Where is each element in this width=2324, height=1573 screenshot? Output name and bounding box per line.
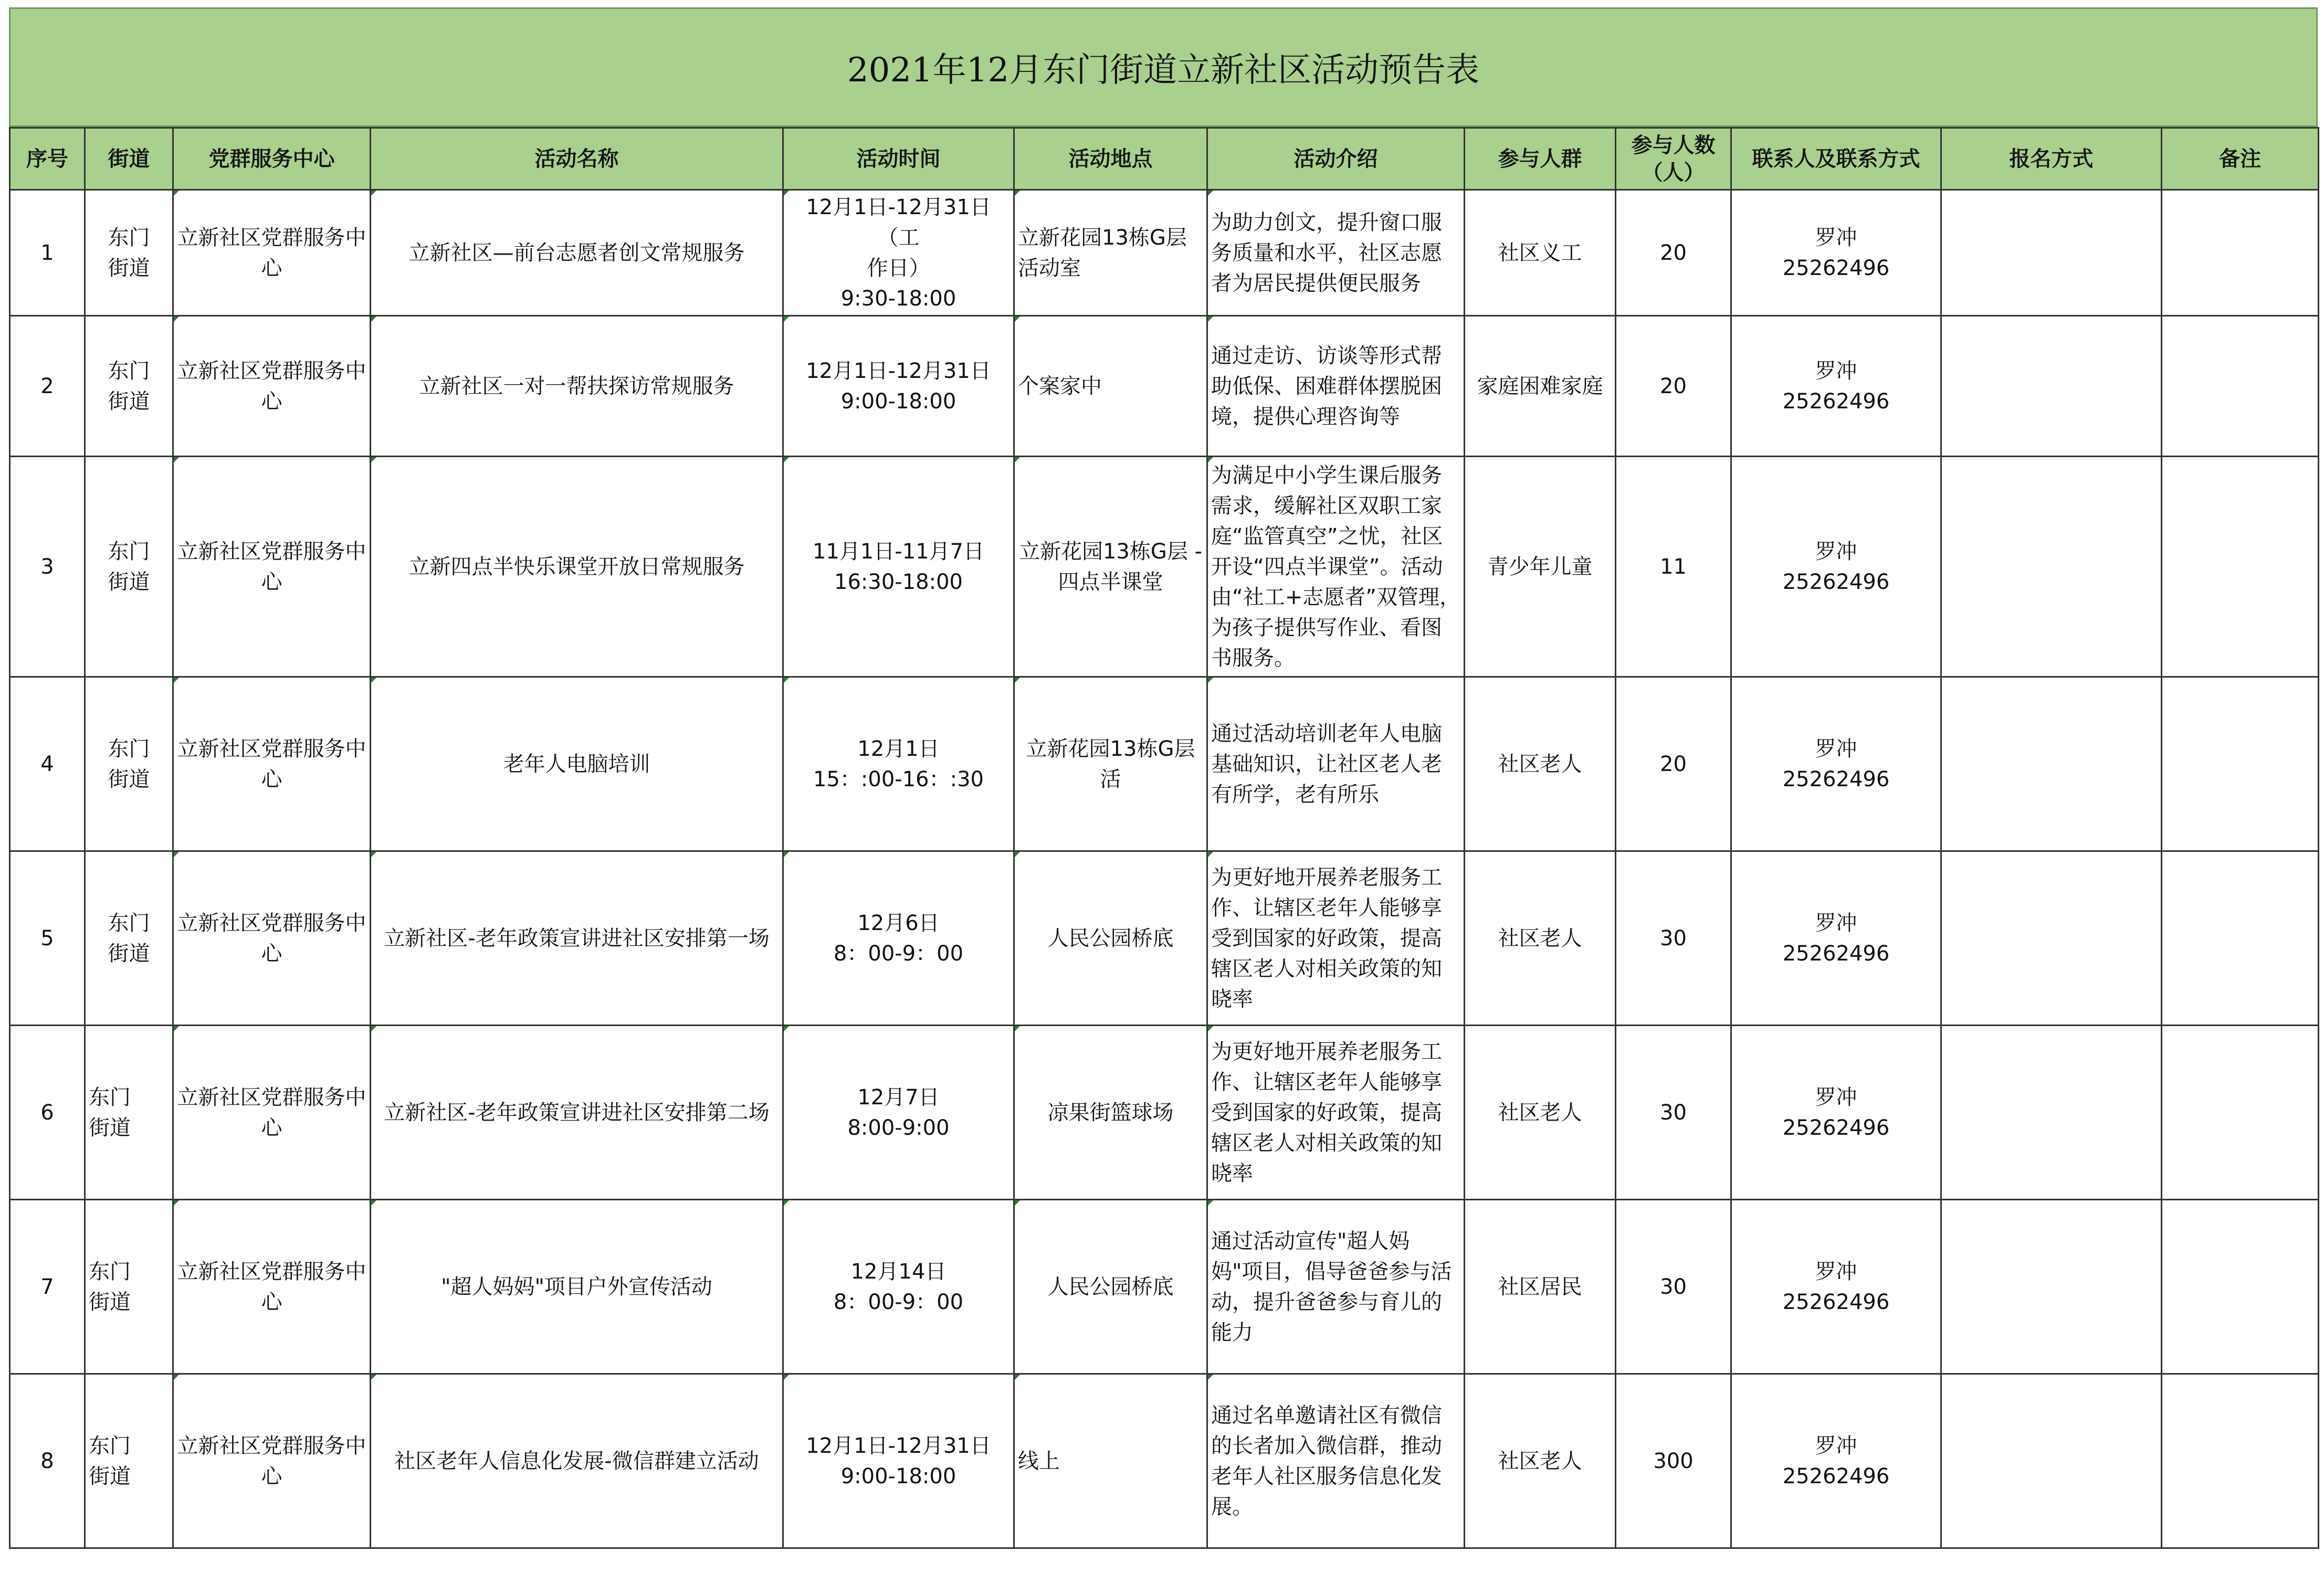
- remarks-cell[interactable]: [2162, 190, 2319, 316]
- contact-cell[interactable]: 罗冲 25262496: [1731, 851, 1941, 1026]
- row-number-cell[interactable]: 1: [10, 190, 85, 316]
- participant-group-cell[interactable]: 家庭困难家庭: [1465, 316, 1616, 457]
- service-center-cell[interactable]: 立新社区党群服务中 心: [173, 1374, 371, 1548]
- activity-name-cell[interactable]: 立新四点半快乐课堂开放日常规服务: [371, 457, 783, 677]
- activity-time-cell[interactable]: 11月1日-11月7日 16:30-18:00: [783, 457, 1014, 677]
- header-row: [10, 128, 2319, 190]
- header-cell[interactable]: 报名方式: [1941, 128, 2162, 190]
- remarks-cell[interactable]: [2162, 1026, 2319, 1200]
- header-cell[interactable]: 活动名称: [371, 128, 783, 190]
- activity-place-cell[interactable]: 立新花园13栋G层 活动室: [1014, 190, 1207, 316]
- participant-group-cell[interactable]: 社区老人: [1465, 1026, 1616, 1200]
- street-cell[interactable]: 东门 街道: [85, 851, 173, 1026]
- contact-cell[interactable]: 罗冲 25262496: [1731, 1026, 1941, 1200]
- participant-count-cell[interactable]: 30: [1616, 851, 1731, 1026]
- activity-name-cell[interactable]: 立新社区—前台志愿者创文常规服务: [371, 190, 783, 316]
- remarks-cell[interactable]: [2162, 1200, 2319, 1374]
- participant-count-cell[interactable]: 11: [1616, 457, 1731, 677]
- header-cell[interactable]: 街道: [85, 128, 173, 190]
- participant-count-cell[interactable]: 300: [1616, 1374, 1731, 1548]
- activity-place-cell[interactable]: 立新花园13栋G层活: [1014, 677, 1207, 851]
- activity-place-cell[interactable]: 立新花园13栋G层 - 四点半课堂: [1014, 457, 1207, 677]
- header-cell[interactable]: 序号: [10, 128, 85, 190]
- participant-count-cell[interactable]: 20: [1616, 316, 1731, 457]
- row-number-cell[interactable]: 5: [10, 851, 85, 1026]
- signup-method-cell[interactable]: [1941, 457, 2162, 677]
- activity-intro-cell[interactable]: 通过活动培训老年人电脑基础知识，让社区老人老有所学，老有所乐: [1207, 677, 1465, 851]
- activity-time-cell[interactable]: 12月1日-12月31日（工 作日） 9:30-18:00: [783, 190, 1014, 316]
- contact-cell[interactable]: 罗冲 25262496: [1731, 1200, 1941, 1374]
- title-bar: [9, 7, 2318, 127]
- row-number-cell[interactable]: 4: [10, 677, 85, 851]
- activity-time-cell[interactable]: 12月1日 15：:00-16：:30: [783, 677, 1014, 851]
- activity-intro-cell[interactable]: 通过活动宣传"超人妈妈"项目，倡导爸爸参与活动，提升爸爸参与育儿的能力: [1207, 1200, 1465, 1374]
- service-center-cell[interactable]: 立新社区党群服务中 心: [173, 457, 371, 677]
- participant-count-cell[interactable]: 30: [1616, 1200, 1731, 1374]
- table-row: [10, 677, 2319, 851]
- activity-time-cell[interactable]: 12月7日 8:00-9:00: [783, 1026, 1014, 1200]
- activity-time-cell[interactable]: 12月1日-12月31日 9:00-18:00: [783, 316, 1014, 457]
- contact-cell[interactable]: 罗冲 25262496: [1731, 316, 1941, 457]
- remarks-cell[interactable]: [2162, 677, 2319, 851]
- activity-name-cell[interactable]: "超人妈妈"项目户外宣传活动: [371, 1200, 783, 1374]
- signup-method-cell[interactable]: [1941, 1026, 2162, 1200]
- participant-count-cell[interactable]: 20: [1616, 677, 1731, 851]
- header-cell[interactable]: 联系人及联系方式: [1731, 128, 1941, 190]
- row-number-cell[interactable]: 2: [10, 316, 85, 457]
- header-cell[interactable]: 参与人数 （人）: [1616, 128, 1731, 190]
- participant-group-cell[interactable]: 社区义工: [1465, 190, 1616, 316]
- activity-name-cell[interactable]: 立新社区-老年政策宣讲进社区安排第二场: [371, 1026, 783, 1200]
- signup-method-cell[interactable]: [1941, 190, 2162, 316]
- activity-place-cell[interactable]: 个案家中: [1014, 316, 1207, 457]
- header-cell[interactable]: 党群服务中心: [173, 128, 371, 190]
- remarks-cell[interactable]: [2162, 316, 2319, 457]
- service-center-cell[interactable]: 立新社区党群服务中 心: [173, 677, 371, 851]
- row-number-cell[interactable]: 3: [10, 457, 85, 677]
- signup-method-cell[interactable]: [1941, 677, 2162, 851]
- signup-method-cell[interactable]: [1941, 851, 2162, 1026]
- street-cell[interactable]: 东门 街道: [85, 1200, 173, 1374]
- table-row: [10, 316, 2319, 457]
- participant-group-cell[interactable]: 社区老人: [1465, 677, 1616, 851]
- activity-name-cell[interactable]: 立新社区一对一帮扶探访常规服务: [371, 316, 783, 457]
- activity-intro-cell[interactable]: 为助力创文，提升窗口服务质量和水平，社区志愿者为居民提供便民服务: [1207, 190, 1465, 316]
- row-number-cell[interactable]: 8: [10, 1374, 85, 1548]
- activity-name-cell[interactable]: 社区老年人信息化发展-微信群建立活动: [371, 1374, 783, 1548]
- signup-method-cell[interactable]: [1941, 1200, 2162, 1374]
- contact-cell[interactable]: 罗冲 25262496: [1731, 457, 1941, 677]
- table-row: [10, 1026, 2319, 1200]
- participant-group-cell[interactable]: 社区老人: [1465, 851, 1616, 1026]
- activity-name-cell[interactable]: 老年人电脑培训: [371, 677, 783, 851]
- street-cell[interactable]: 东门 街道: [85, 190, 173, 316]
- service-center-cell[interactable]: 立新社区党群服务中 心: [173, 316, 371, 457]
- activity-intro-cell[interactable]: 通过名单邀请社区有微信的长者加入微信群，推动老年人社区服务信息化发展。: [1207, 1374, 1465, 1548]
- street-cell[interactable]: 东门 街道: [85, 316, 173, 457]
- participant-group-cell[interactable]: 青少年儿童: [1465, 457, 1616, 677]
- header-cell[interactable]: 备注: [2162, 128, 2319, 190]
- table-row: [10, 190, 2319, 316]
- activity-time-cell[interactable]: 12月1日-12月31日 9:00-18:00: [783, 1374, 1014, 1548]
- service-center-cell[interactable]: 立新社区党群服务中 心: [173, 1200, 371, 1374]
- header-cell[interactable]: 活动介绍: [1207, 128, 1465, 190]
- contact-cell[interactable]: 罗冲 25262496: [1731, 1374, 1941, 1548]
- sheet-title: 2021年12月东门街道立新社区活动预告表: [847, 51, 1480, 90]
- contact-cell[interactable]: 罗冲 25262496: [1731, 677, 1941, 851]
- activity-place-cell[interactable]: 线上: [1014, 1374, 1207, 1548]
- header-cell[interactable]: 活动时间: [783, 128, 1014, 190]
- activity-intro-cell[interactable]: 通过走访、访谈等形式帮助低保、困难群体摆脱困境，提供心理咨询等: [1207, 316, 1465, 457]
- row-number-cell[interactable]: 6: [10, 1026, 85, 1200]
- activity-place-cell[interactable]: 人民公园桥底: [1014, 851, 1207, 1026]
- table-row: [10, 1374, 2319, 1548]
- activity-time-cell[interactable]: 12月14日 8：00-9：00: [783, 1200, 1014, 1374]
- activity-place-cell[interactable]: 人民公园桥底: [1014, 1200, 1207, 1374]
- service-center-cell[interactable]: 立新社区党群服务中 心: [173, 851, 371, 1026]
- remarks-cell[interactable]: [2162, 1374, 2319, 1548]
- street-cell[interactable]: 东门 街道: [85, 1026, 173, 1200]
- activity-place-cell[interactable]: 凉果街篮球场: [1014, 1026, 1207, 1200]
- header-cell[interactable]: 活动地点: [1014, 128, 1207, 190]
- activity-intro-cell[interactable]: 为满足中小学生课后服务需求，缓解社区双职工家庭“监管真空”之忧，社区开设“四点半课堂”。活动由“社工+志愿者”双管理，为孩子提供写作业、看图书服务。: [1207, 457, 1465, 677]
- contact-cell[interactable]: 罗冲 25262496: [1731, 190, 1941, 316]
- table-row: [10, 851, 2319, 1026]
- street-cell[interactable]: 东门 街道: [85, 457, 173, 677]
- street-cell[interactable]: 东门 街道: [85, 677, 173, 851]
- signup-method-cell[interactable]: [1941, 1374, 2162, 1548]
- participant-group-cell[interactable]: 社区居民: [1465, 1200, 1616, 1374]
- activity-intro-cell[interactable]: 为更好地开展养老服务工作、让辖区老年人能够享受到国家的好政策，提高辖区老人对相关政策的知晓率: [1207, 851, 1465, 1026]
- row-number-cell[interactable]: 7: [10, 1200, 85, 1374]
- activity-time-cell[interactable]: 12月6日 8：00-9：00: [783, 851, 1014, 1026]
- remarks-cell[interactable]: [2162, 851, 2319, 1026]
- spreadsheet: [9, 7, 2318, 1549]
- signup-method-cell[interactable]: [1941, 316, 2162, 457]
- remarks-cell[interactable]: [2162, 457, 2319, 677]
- service-center-cell[interactable]: 立新社区党群服务中 心: [173, 1026, 371, 1200]
- participant-count-cell[interactable]: 20: [1616, 190, 1731, 316]
- activity-name-cell[interactable]: 立新社区-老年政策宣讲进社区安排第一场: [371, 851, 783, 1026]
- activity-intro-cell[interactable]: 为更好地开展养老服务工作、让辖区老年人能够享受到国家的好政策，提高辖区老人对相关政策的知晓率: [1207, 1026, 1465, 1200]
- table-row: [10, 457, 2319, 677]
- participant-count-cell[interactable]: 30: [1616, 1026, 1731, 1200]
- activity-table: [9, 127, 2319, 1549]
- header-cell[interactable]: 参与人群: [1465, 128, 1616, 190]
- street-cell[interactable]: 东门 街道: [85, 1374, 173, 1548]
- table-row: [10, 1200, 2319, 1374]
- participant-group-cell[interactable]: 社区老人: [1465, 1374, 1616, 1548]
- service-center-cell[interactable]: 立新社区党群服务中 心: [173, 190, 371, 316]
